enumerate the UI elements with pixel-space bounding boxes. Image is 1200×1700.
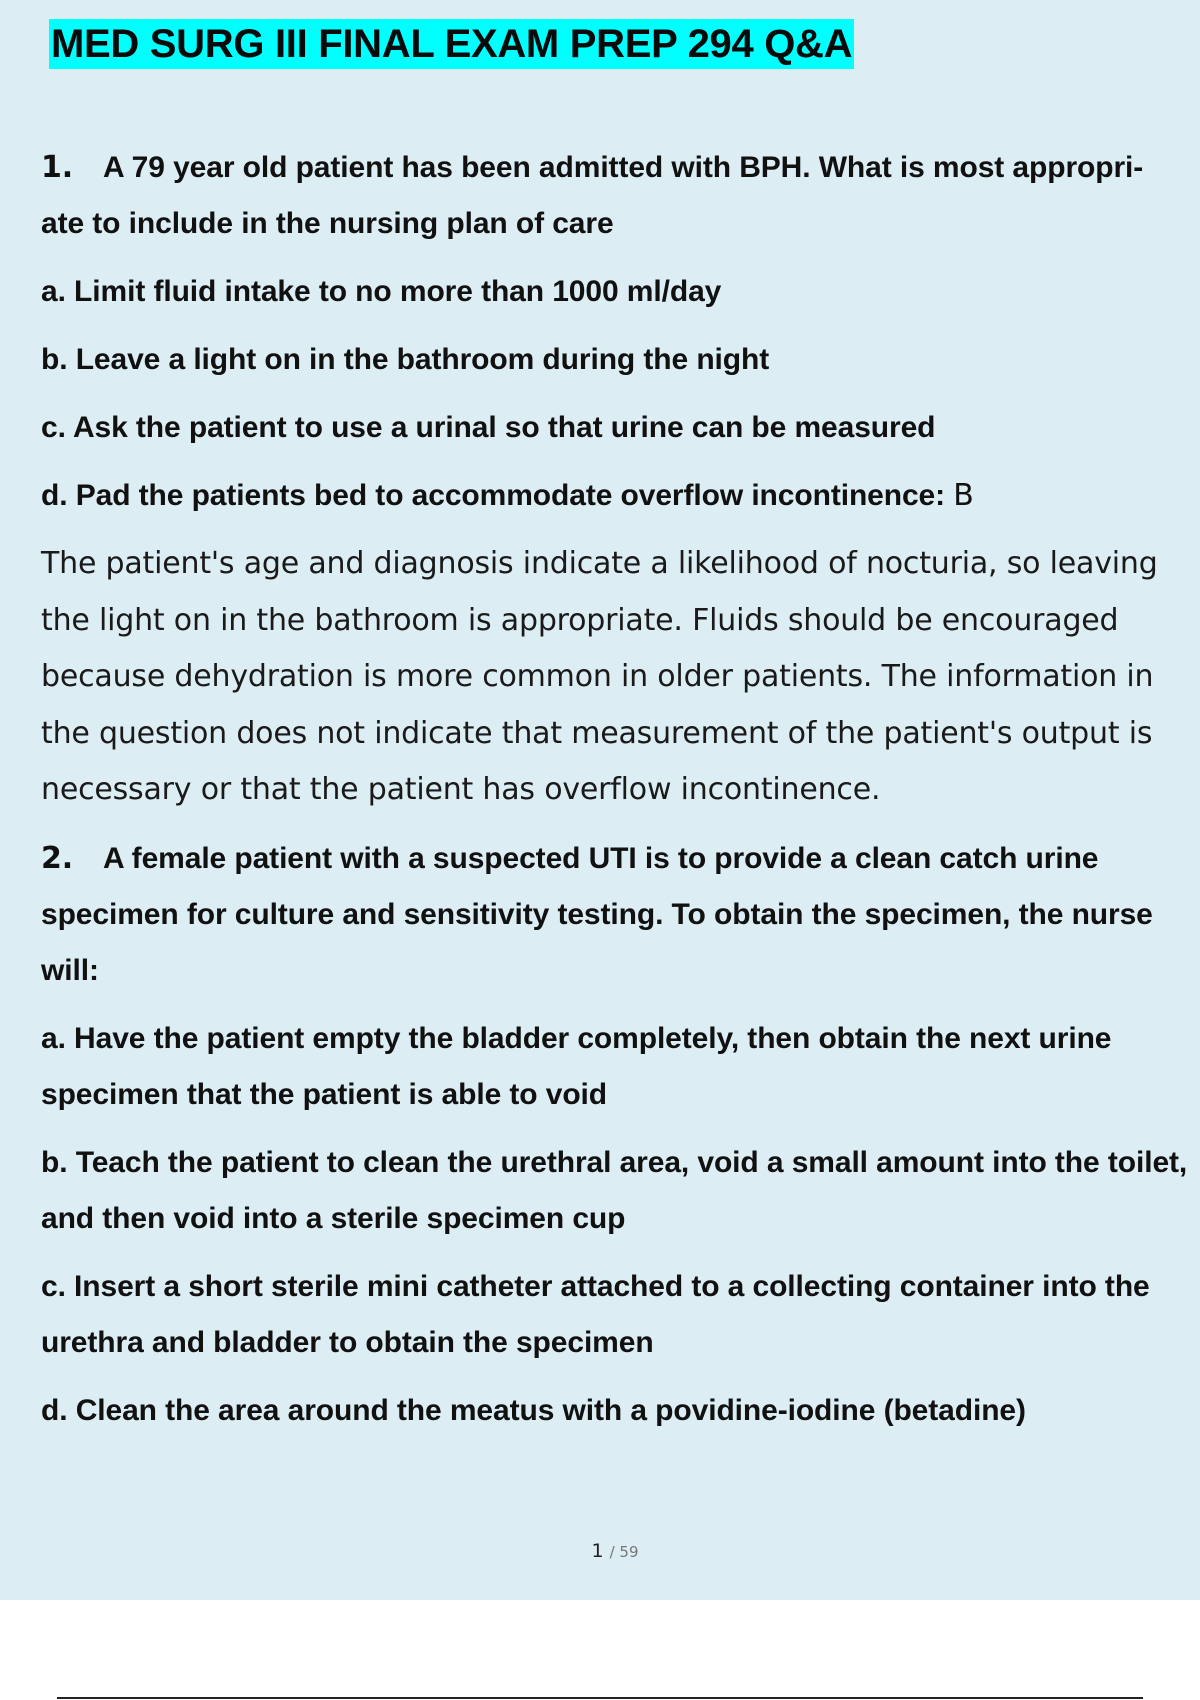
question-1-option-a: a. Limit fluid intake to no more than 1000 ml/day bbox=[41, 275, 722, 308]
question-1-rationale: The patient's age and diagnosis indicate a likelihood of nocturia, so leaving the light on in the bathroom is appropriate. Fluids should be encouraged because dehydration is more common in older patients. The information in the question does not indicate that measurement of the patient's output is necessary or that the patient has overflow incontinence. bbox=[41, 546, 1158, 807]
page-title: MED SURG III FINAL EXAM PREP 294 Q&A bbox=[49, 19, 854, 69]
question-number: 2. bbox=[41, 840, 74, 876]
page-current: 1 bbox=[591, 1540, 604, 1562]
question-2-option-a: a. Have the patient empty the bladder completely, then obtain the next urine specimen that the patient is able to void bbox=[41, 1021, 1112, 1111]
page-total: / 59 bbox=[609, 1543, 639, 1561]
option-text: d. Pad the patients bed to accommodate overflow incontinence: bbox=[41, 479, 946, 512]
question-2-text bbox=[41, 831, 1191, 999]
answer-key: B bbox=[953, 478, 974, 513]
question-1-option-b: b. Leave a light on in the bathroom during the night bbox=[41, 343, 770, 376]
document-content bbox=[41, 140, 1191, 1451]
question-1-text bbox=[41, 140, 1191, 252]
question-1-option-c: c. Ask the patient to use a urinal so that urine can be measured bbox=[41, 411, 936, 444]
question-text: A 79 year old patient has been admitted with BPH. What is most appropri- ate to include in the nursing plan of care bbox=[41, 151, 1144, 240]
question-2-option-d: d. Clean the area around the meatus with a povidine-iodine (betadine) bbox=[41, 1393, 1026, 1427]
page-indicator bbox=[0, 1540, 1200, 1562]
question-1-option-d bbox=[41, 468, 1191, 524]
question-number: 1. bbox=[41, 150, 74, 185]
question-text: A female patient with a suspected UTI is to provide a clean catch urine specimen for culture and sensitivity testing. To obtain the specimen, the nurse will: bbox=[41, 841, 1153, 987]
question-2-option-c: c. Insert a short sterile mini catheter attached to a collecting container into the urethra and bladder to obtain the specimen bbox=[41, 1269, 1150, 1359]
next-page-divider bbox=[57, 1697, 1143, 1699]
question-2-option-b: b. Teach the patient to clean the urethral area, void a small amount into the toilet, and then void into a sterile specimen cup bbox=[41, 1145, 1188, 1235]
